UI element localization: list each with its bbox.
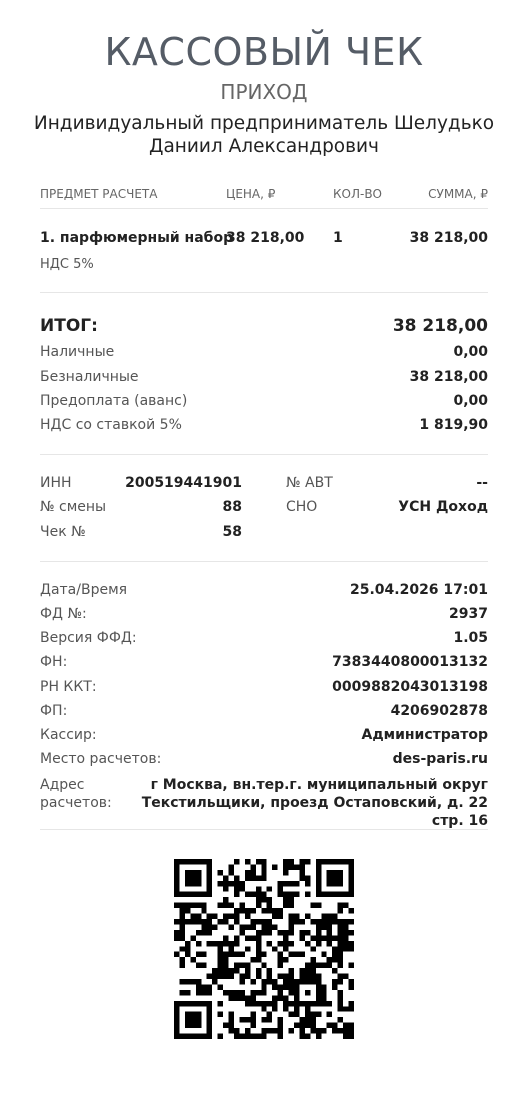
item-sum: 38 218,00 (409, 230, 488, 246)
divider (40, 208, 488, 209)
rn-kkt-label: РН ККТ: (40, 679, 97, 695)
prepayment-label: Предоплата (аванс) (40, 393, 188, 409)
ffd-version-label: Версия ФФД: (40, 630, 137, 646)
avt-label: № АВТ (286, 475, 333, 491)
datetime-label: Дата/Время (40, 582, 128, 598)
seller-name (0, 112, 528, 158)
item-vat: НДС 5% (40, 257, 94, 272)
divider (40, 561, 488, 562)
payment-cash-value: 0,00 (453, 344, 488, 360)
fp-value: 4206902878 (390, 703, 488, 719)
col-header-item: ПРЕДМЕТ РАСЧЕТА (40, 187, 158, 201)
check-number-value: 58 (222, 524, 242, 540)
payment-card-label: Безналичные (40, 369, 139, 385)
operation-type: ПРИХОД (220, 80, 308, 104)
prepayment-value: 0,00 (453, 393, 488, 409)
qr-code-icon (174, 859, 354, 1039)
fn-label: ФН: (40, 654, 68, 670)
seller-line-2: Даниил Александрович (149, 136, 379, 157)
rn-kkt-value: 0009882043013198 (332, 679, 488, 695)
address-value: г Москва, вн.тер.г. муниципальный округ Текстильщики, проезд Остаповский, д. 22 стр. 16 (141, 777, 488, 829)
cashier-value: Администратор (361, 727, 488, 743)
datetime-value: 25.04.2026 17:01 (349, 582, 488, 598)
item-qty: 1 (333, 230, 343, 246)
item-name: 1. парфюмерный набор (40, 230, 234, 246)
item-price: 38 218,00 (226, 230, 305, 246)
fp-label: ФП: (40, 703, 68, 719)
fd-number-label: ФД №: (40, 606, 87, 622)
payment-card-value: 38 218,00 (409, 369, 488, 385)
total-label: ИТОГ: (40, 316, 98, 336)
divider (40, 454, 488, 455)
place-label: Место расчетов: (40, 751, 162, 767)
col-header-qty: КОЛ-ВО (333, 187, 382, 201)
check-number-label: Чек № (40, 524, 86, 540)
col-header-price: ЦЕНА, ₽ (226, 187, 276, 201)
cashier-label: Кассир: (40, 727, 97, 743)
sno-label: СНО (286, 499, 318, 515)
inn-value: 200519441901 (125, 475, 242, 491)
vat-total-value: 1 819,90 (419, 417, 488, 433)
fd-number-value: 2937 (449, 606, 488, 622)
payment-cash-label: Наличные (40, 344, 115, 360)
ffd-version-value: 1.05 (453, 630, 488, 646)
inn-label: ИНН (40, 475, 72, 491)
sno-value: УСН Доход (398, 499, 488, 515)
avt-value: -- (476, 475, 488, 491)
receipt-title: КАССОВЫЙ ЧЕК (104, 30, 424, 74)
divider (40, 292, 488, 293)
shift-label: № смены (40, 499, 107, 515)
address-label: Адрес расчетов: (40, 777, 112, 811)
total-value: 38 218,00 (392, 316, 488, 336)
col-header-sum: СУММА, ₽ (428, 187, 488, 201)
shift-value: 88 (222, 499, 242, 515)
seller-line-1: Индивидуальный предприниматель Шелудько (33, 113, 495, 134)
vat-total-label: НДС со ставкой 5% (40, 417, 182, 433)
fn-value: 7383440800013132 (332, 654, 488, 670)
place-value: des-paris.ru (392, 751, 488, 767)
divider (40, 829, 488, 830)
